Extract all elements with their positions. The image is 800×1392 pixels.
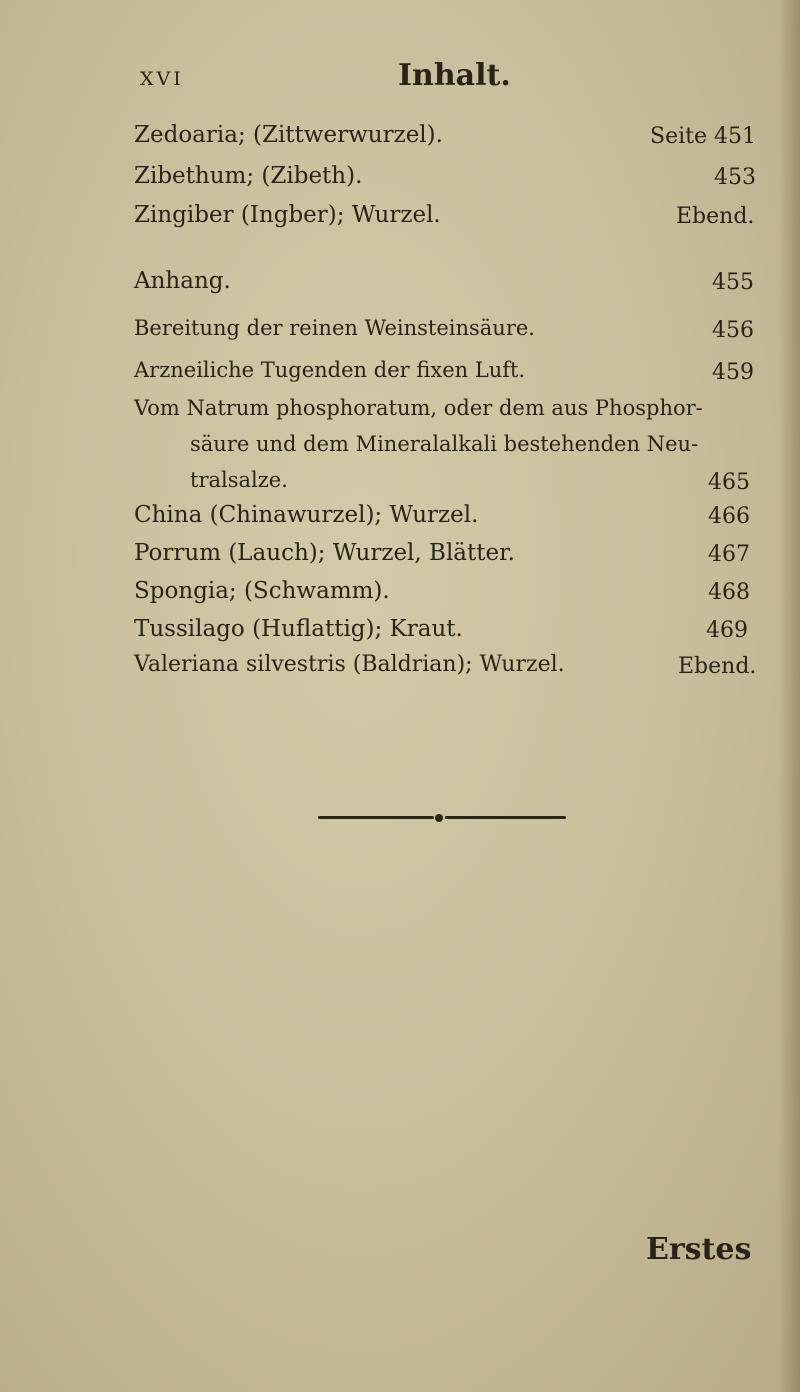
divider-center-dot <box>435 814 443 822</box>
toc-page: 466 <box>708 504 750 529</box>
toc-page: 468 <box>708 580 750 605</box>
page-header <box>0 58 800 98</box>
toc-entry: Zedoaria; (Zittwerwurzel). <box>134 122 443 148</box>
toc-entry: Porrum (Lauch); Wurzel, Blätter. <box>134 540 515 566</box>
toc-entry: Anhang. <box>134 268 231 294</box>
divider-left-rule <box>318 816 434 819</box>
catchword: Erstes <box>646 1232 752 1267</box>
toc-entry: Vom Natrum phosphoratum, oder dem aus Phosphor- <box>134 396 703 420</box>
toc-entry: Zibethum; (Zibeth). <box>134 163 363 189</box>
toc-page: 469 <box>706 618 748 643</box>
toc-page: 459 <box>712 360 754 385</box>
toc-page: 467 <box>708 542 750 567</box>
toc-page: 465 <box>708 470 750 495</box>
toc-page: 455 <box>712 270 754 295</box>
ornamental-divider <box>318 815 566 821</box>
toc-page: Seite 451 <box>650 124 756 149</box>
toc-page: Ebend. <box>676 204 755 229</box>
toc-page: 453 <box>714 165 756 190</box>
toc-page: Ebend. <box>678 654 757 679</box>
toc-entry: Zingiber (Ingber); Wurzel. <box>134 202 441 228</box>
toc-entry: Bereitung der reinen Weinsteinsäure. <box>134 316 535 340</box>
running-title: Inhalt. <box>398 58 511 93</box>
toc-entry: Valeriana silvestris (Baldrian); Wurzel. <box>134 652 565 677</box>
toc-entry: Arzneiliche Tugenden der fixen Luft. <box>134 358 526 382</box>
page-folio: XVI <box>140 68 184 90</box>
toc-entry: Tussilago (Huflattig); Kraut. <box>134 616 463 642</box>
toc-entry: China (Chinawurzel); Wurzel. <box>134 502 479 528</box>
divider-right-rule <box>445 816 566 819</box>
toc-entry: tralsalze. <box>190 468 288 492</box>
toc-page: 456 <box>712 318 754 343</box>
toc-entry: Spongia; (Schwamm). <box>134 578 390 604</box>
toc-entry: säure und dem Mineralalkali bestehenden Neu- <box>190 432 699 456</box>
